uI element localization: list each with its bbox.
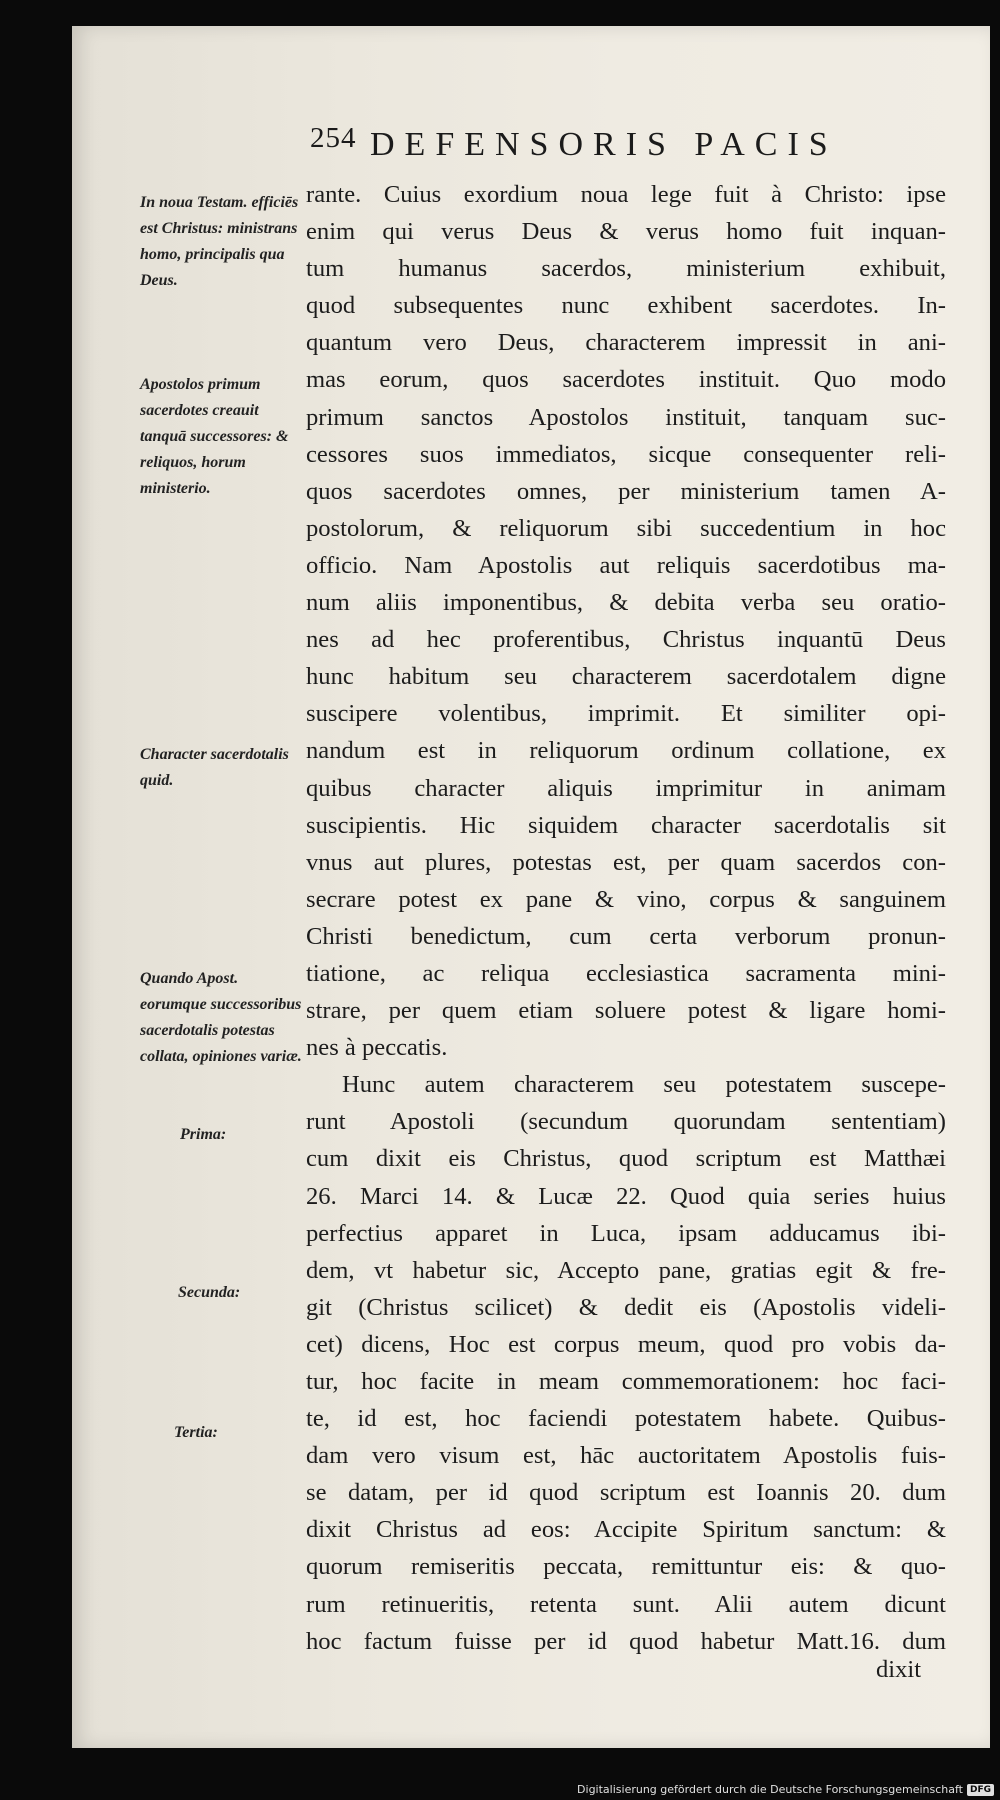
body-line: dam vero visum est, hāc auctoritatem Apostolis fuis-: [306, 1442, 946, 1470]
digitization-credit: [577, 1783, 994, 1796]
body-line: te, id est, hoc faciendi potestatem habete. Quibus-: [306, 1405, 946, 1433]
margin-note-prima: Prima:: [180, 1126, 227, 1143]
body-line: vnus aut plures, potestas est, per quam sacerdos con-: [306, 848, 946, 876]
body-line: 26. Marci 14. & Lucæ 22. Quod quia series huius: [306, 1182, 946, 1210]
margin-note-3: Character sacerdotalis quid.: [140, 746, 289, 789]
dfg-logo: DFG: [967, 1784, 994, 1796]
margin-note-4: Quando Apost. eorumque successoribus sacerdotalis potestas collata, opiniones variæ.: [140, 970, 302, 1065]
body-line: cessores suos immediatos, sicque consequenter reli-: [306, 440, 946, 468]
body-line: hunc habitum seu characterem sacerdotalem digne: [306, 663, 946, 691]
margin-note-2: Apostolos primum sacerdotes creauit tanquā successores: & reliquos, horum ministerio.: [140, 376, 289, 497]
body-line: quibus character aliquis imprimitur in animam: [306, 774, 946, 802]
body-line: cum dixit eis Christus, quod scriptum est Matthæi: [306, 1145, 946, 1173]
body-line: se datam, per id quod scriptum est Ioannis 20. dum: [306, 1479, 946, 1507]
body-line: suscipere volentibus, imprimit. Et similiter opi-: [306, 700, 946, 728]
body-line: perfectius apparet in Luca, ipsam adducamus ibi-: [306, 1219, 946, 1247]
body-line: Hunc autem characterem seu potestatem suscepe-: [342, 1071, 946, 1099]
body-line: tum humanus sacerdos, ministerium exhibuit,: [306, 255, 946, 283]
body-line: Christi benedictum, cum certa verborum pronun-: [306, 922, 946, 950]
body-line: tur, hoc facite in meam commemorationem: hoc faci-: [306, 1368, 946, 1395]
body-line: dixit Christus ad eos: Accipite Spiritum sanctum: &: [306, 1516, 946, 1544]
body-line: tiatione, ac reliqua ecclesiastica sacramenta mini-: [306, 959, 946, 987]
body-line: rum retinueritis, retenta sunt. Alii autem dicunt: [306, 1590, 946, 1618]
body-line: rante. Cuius exordium noua lege fuit à Christo: ipse: [306, 181, 946, 208]
body-line: cet) dicens, Hoc est corpus meum, quod pro vobis da-: [306, 1330, 946, 1358]
running-title: DEFENSORIS PACIS: [370, 126, 838, 163]
body-line: quos sacerdotes omnes, per ministerium tamen A-: [306, 477, 946, 505]
body-line: secrare potest ex pane & vino, corpus & sanguinem: [306, 885, 946, 913]
catchword: dixit: [876, 1656, 922, 1683]
body-line: nes ad hec proferentibus, Christus inquantū Deus: [306, 626, 946, 654]
body-line: suscipientis. Hic siquidem character sacerdotalis sit: [306, 811, 946, 839]
body-line: runt Apostoli (secundum quorundam sententiam): [306, 1108, 946, 1136]
body-line: dem, vt habetur sic, Accepto pane, gratias egit & fre-: [306, 1256, 946, 1284]
body-line: strare, per quem etiam soluere potest & ligare homi-: [306, 997, 946, 1025]
body-line: officio. Nam Apostolis aut reliquis sacerdotibus ma-: [306, 551, 946, 579]
body-line: primum sanctos Apostolos instituit, tanquam suc-: [306, 403, 946, 431]
body-line: hoc factum fuisse per id quod habetur Matt.16. dum: [306, 1627, 946, 1655]
margin-note-tertia: Tertia:: [174, 1424, 218, 1441]
body-line: enim qui verus Deus & verus homo fuit inquan-: [306, 218, 946, 246]
body-line: mas eorum, quos sacerdotes instituit. Quo modo: [306, 366, 946, 394]
body-line: git (Christus scilicet) & dedit eis (Apostolis videli-: [306, 1293, 946, 1321]
body-line: quantum vero Deus, characterem impressit in ani-: [306, 329, 946, 357]
page-number: 254: [310, 122, 357, 154]
body-line: quod subsequentes nunc exhibent sacerdotes. In-: [306, 292, 946, 320]
body-line: nandum est in reliquorum ordinum collatione, ex: [306, 737, 946, 765]
body-line: num aliis imponentibus, & debita verba seu oratio-: [306, 589, 946, 617]
body-line: nes à peccatis.: [306, 1034, 448, 1062]
body-line: quorum remiseritis peccata, remittuntur eis: & quo-: [306, 1553, 946, 1581]
credit-text: Digitalisierung gefördert durch die Deutsche Forschungsgemeinschaft: [577, 1783, 963, 1796]
body-text: [306, 176, 946, 1660]
body-line: postolorum, & reliquorum sibi succedentium in hoc: [306, 514, 946, 542]
margin-note-1: In noua Testam. efficiēs est Christus: ministrans homo, principalis qua Deus.: [140, 194, 299, 289]
margin-note-secunda: Secunda:: [178, 1284, 241, 1301]
